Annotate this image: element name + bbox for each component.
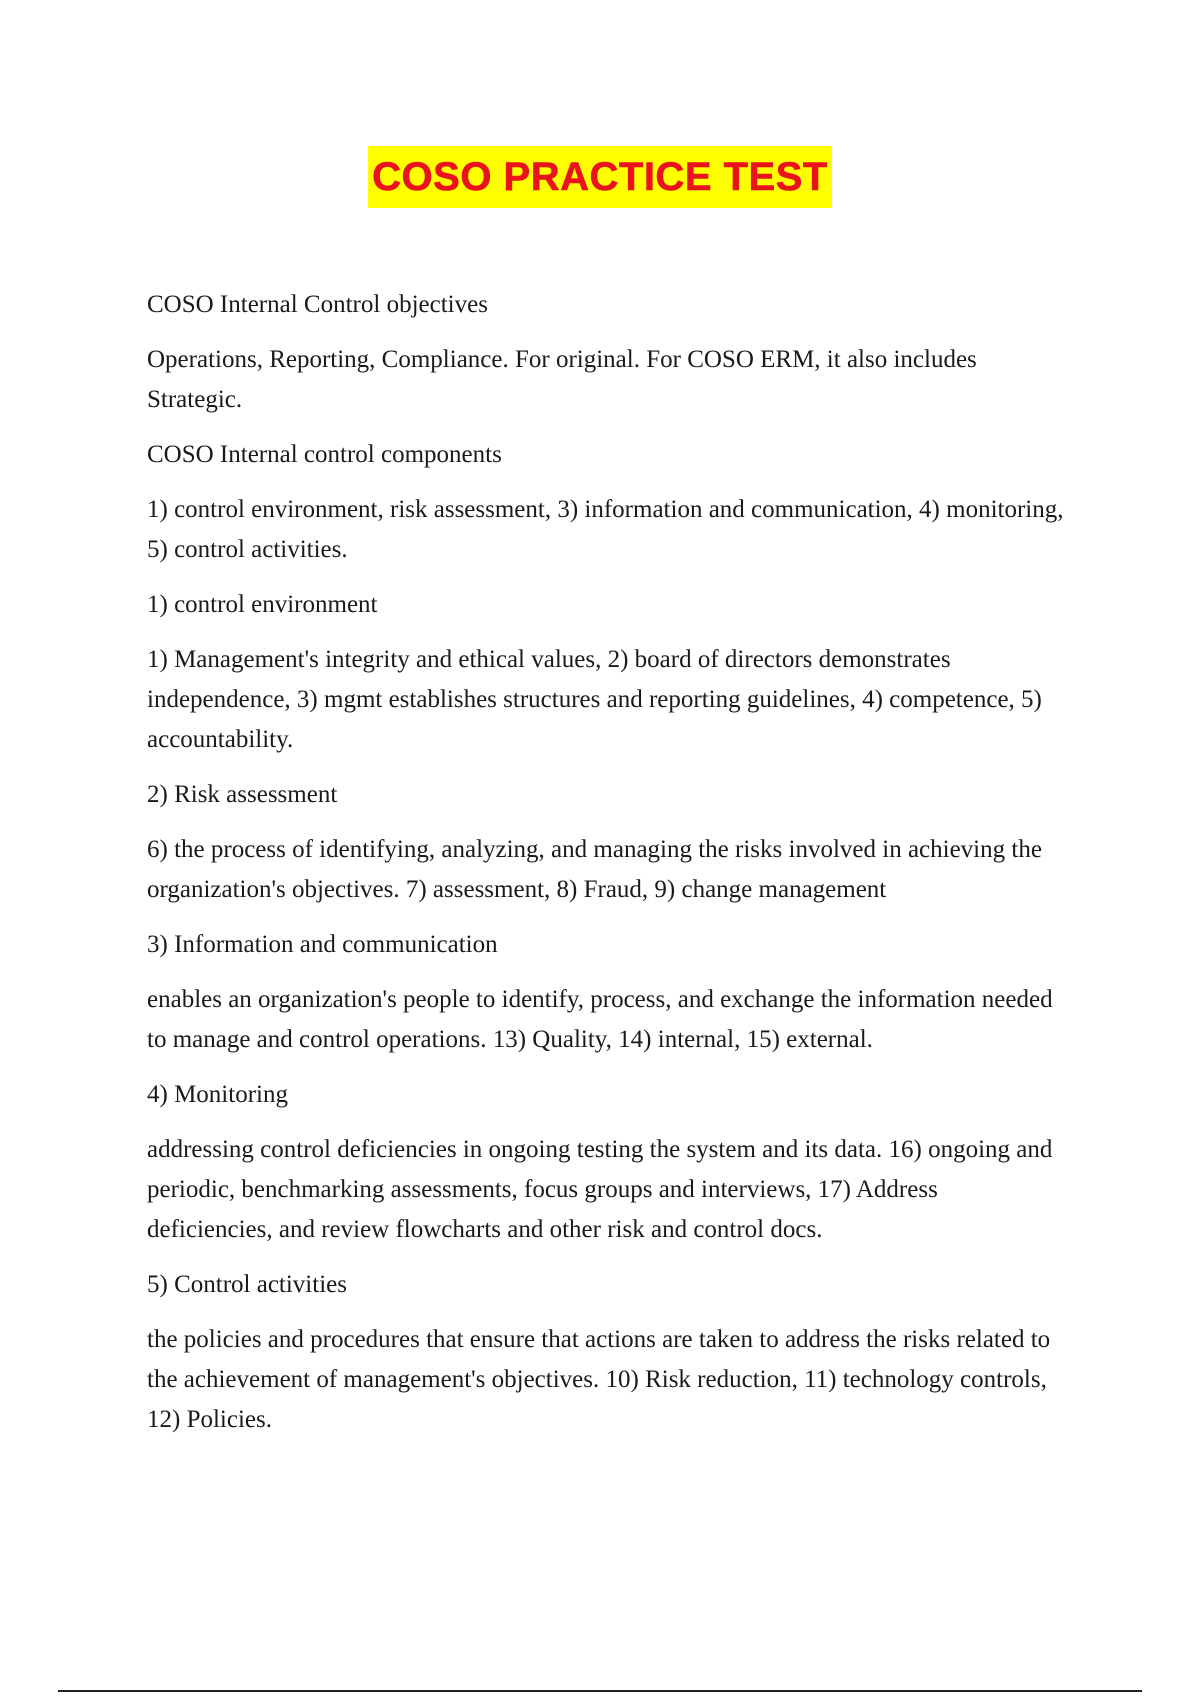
footer-divider — [58, 1690, 1142, 1692]
question-text: 2) Risk assessment — [147, 781, 338, 808]
qa-list — [147, 285, 1067, 1455]
answer-text: 1) Management's integrity and ethical values, 2) board of directors demonstrates independence, 3) mgmt establishes structures and reporting guidelines, 4) competence, 5) accountability. — [147, 646, 1042, 753]
question-text: 5) Control activities — [147, 1271, 347, 1298]
answer-text: Operations, Reporting, Compliance. For original. For COSO ERM, it also includes Strategic. — [147, 346, 977, 413]
question-text: COSO Internal Control objectives — [147, 291, 488, 318]
qa-item — [147, 435, 1067, 570]
answer-text: enables an organization's people to identify, process, and exchange the information needed to manage and control operations. 13) Quality, 14) internal, 15) external. — [147, 986, 1053, 1053]
title-block — [0, 146, 1200, 208]
question-text: 4) Monitoring — [147, 1081, 288, 1108]
question-text: 3) Information and communication — [147, 931, 498, 958]
question-text: COSO Internal control components — [147, 441, 502, 468]
answer-text: 6) the process of identifying, analyzing, and managing the risks involved in achieving the organization's objectives. 7) assessment, 8) Fraud, 9) change management — [147, 836, 1042, 903]
answer-text: 1) control environment, risk assessment, 3) information and communication, 4) monitoring, 5) control activities. — [147, 496, 1064, 563]
qa-item — [147, 925, 1067, 1060]
qa-item — [147, 285, 1067, 420]
question-text: 1) control environment — [147, 591, 378, 618]
qa-item — [147, 1075, 1067, 1250]
qa-item — [147, 585, 1067, 760]
qa-item — [147, 1265, 1067, 1440]
answer-text: the policies and procedures that ensure that actions are taken to address the risks related to the achievement of management's objectives. 10) Risk reduction, 11) technology controls, 12) Policies. — [147, 1326, 1051, 1433]
qa-item — [147, 775, 1067, 910]
page-title: COSO PRACTICE TEST — [368, 146, 832, 208]
answer-text: addressing control deficiencies in ongoing testing the system and its data. 16) ongoing and periodic, benchmarking assessments, focus groups and interviews, 17) Address deficiencies, and review flowcharts and other risk and control docs. — [147, 1136, 1053, 1243]
